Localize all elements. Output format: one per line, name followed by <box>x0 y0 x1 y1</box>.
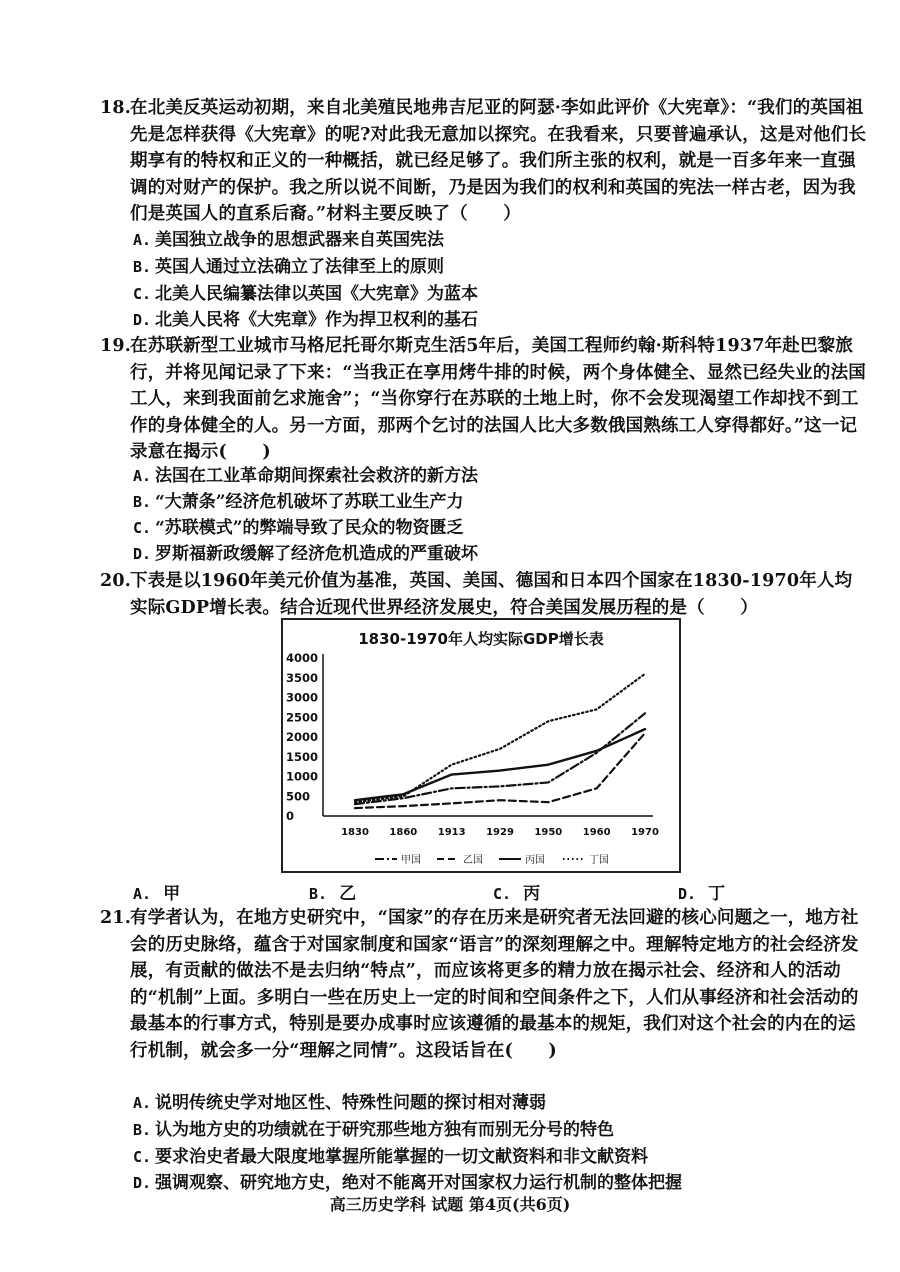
gdp-chart-frame <box>281 618 681 873</box>
question-20-text: 下表是以1960年美元价值为基准，英国、美国、德国和日本四个国家在1830-1970年人均实际GDP增长表。结合近现代世界经济发展史，符合美国发展历程的是（ ） <box>130 571 853 618</box>
question-19-option-c[interactable]: C. “苏联模式”的弊端导致了民众的物资匮乏 <box>133 518 464 538</box>
question-20-option-d[interactable]: D. 丁 <box>678 884 726 904</box>
question-18-option-d[interactable]: D. 北美人民将《大宪章》作为捍卫权利的基石 <box>133 310 478 330</box>
x-tick-label: 1830 <box>341 827 369 838</box>
question-19-option-d[interactable]: D. 罗斯福新政缓解了经济危机造成的严重破坏 <box>133 544 478 564</box>
question-18-text: 在北美反英运动初期，来自北美殖民地弗吉尼亚的阿瑟·李如此评价《大宪章》：“我们的英国祖先是怎样获得《大宪章》的呢?对此我无意加以探究。在我看来，只要普遍承认，这是对他们长期享有的特权和正义的一种概括，就已经足够了。我们所主张的权利，就是一百多年来一直强调的对财产的保护。我之所以说不间断，乃是因为我们的权利和英国的宪法一样古老，因为我们是英国人的直系后裔。”材料主要反映了（ ） <box>130 98 867 224</box>
page-footer: 高三历史学科 试题 第4页(共6页) <box>329 1195 571 1214</box>
x-tick-label: 1970 <box>631 827 659 838</box>
question-20-option-c[interactable]: C. 丙 <box>493 884 541 904</box>
question-20-option-a[interactable]: A. 甲 <box>133 884 181 904</box>
y-tick-label: 4000 <box>286 651 319 665</box>
x-tick-label: 1960 <box>582 827 611 838</box>
question-19-stem <box>100 333 870 466</box>
y-tick-label: 3000 <box>286 690 319 705</box>
question-21-option-c[interactable]: C. 要求治史者最大限度地掌握所能掌握的一切文献资料和非文献资料 <box>133 1147 648 1167</box>
y-tick-label: 500 <box>286 789 311 804</box>
question-20-number: 20. <box>100 571 132 591</box>
y-tick-label: 1000 <box>286 769 319 784</box>
question-18-number: 18. <box>100 98 132 118</box>
question-21-option-a[interactable]: A. 说明传统史学对地区性、特殊性问题的探讨相对薄弱 <box>133 1093 546 1113</box>
gdp-line-chart <box>283 620 679 871</box>
y-tick-label: 0 <box>286 809 295 823</box>
y-tick-label: 1500 <box>286 749 319 764</box>
y-tick-label: 2500 <box>286 710 319 725</box>
question-19-number: 19. <box>100 336 132 356</box>
question-19-option-a[interactable]: A. 法国在工业革命期间探索社会救济的新方法 <box>133 466 478 486</box>
series-line-丙国 <box>355 729 645 800</box>
legend-label: 甲国 <box>401 855 421 866</box>
legend-label: 丁国 <box>589 855 609 866</box>
question-20-stem <box>100 568 870 621</box>
question-19-option-b[interactable]: B. “大萧条”经济危机破坏了苏联工业生产力 <box>133 492 464 512</box>
chart-title: 1830-1970年人均实际GDP增长表 <box>358 630 604 648</box>
question-18-option-b[interactable]: B. 英国人通过立法确立了法律至上的原则 <box>133 257 444 277</box>
question-18-stem <box>100 95 870 228</box>
legend-label: 丙国 <box>525 855 545 866</box>
series-line-丁国 <box>355 674 645 802</box>
legend-label: 乙国 <box>463 855 483 866</box>
x-tick-label: 1913 <box>437 827 466 838</box>
x-tick-label: 1929 <box>486 827 514 838</box>
question-21-text: 有学者认为，在地方史研究中，“国家”的存在历来是研究者无法回避的核心问题之一，地方社会的历史脉络，蕴含于对国家制度和国家“语言”的深刻理解之中。理解特定地方的社会经济发展，有贡献的做法不是去归纳“特点”，而应该将更多的精力放在揭示社会、经济和人的活动的“机制”上面。多明白一些在历史上一定的时间和空间条件之下，人们从事经济和社会活动的最基本的行事方式，特别是要办成事时应该遵循的最基本的规矩，我们对这个社会的内在的运行机制，就会多一分“理解之同情”。这段话旨在( ) <box>130 908 859 1061</box>
x-tick-label: 1950 <box>534 827 563 838</box>
question-21-option-b[interactable]: B. 认为地方史的功绩就在于研究那些地方独有而别无分号的特色 <box>133 1120 614 1140</box>
y-tick-label: 3500 <box>286 670 319 685</box>
question-21-option-d[interactable]: D. 强调观察、研究地方史，绝对不能离开对国家权力运行机制的整体把握 <box>133 1173 682 1193</box>
question-20-option-b[interactable]: B. 乙 <box>309 884 357 904</box>
y-tick-label: 2000 <box>286 730 319 744</box>
question-18-option-a[interactable]: A. 美国独立战争的思想武器来自英国宪法 <box>133 230 444 250</box>
x-tick-label: 1860 <box>389 827 418 838</box>
question-21-stem <box>100 905 870 1064</box>
question-19-text: 在苏联新型工业城市马格尼托哥尔斯克生活5年后，美国工程师约翰·斯科特1937年赴巴黎旅行，并将见闻记录了下来：“当我正在享用烤牛排的时候，两个身体健全、显然已经失业的法国工人，来到我面前乞求施舍”；“当你穿行在苏联的土地上时，你不会发现渴望工作却找不到工作的身体健全的人。另一方面，那两个乞讨的法国人比大多数俄国熟练工人穿得都好。”这一记录意在揭示( ) <box>130 336 866 462</box>
question-20-options <box>133 879 773 905</box>
question-21-number: 21. <box>100 908 132 928</box>
series-line-甲国 <box>355 713 645 804</box>
question-18-option-c[interactable]: C. 北美人民编纂法律以英国《大宪章》为蓝本 <box>133 284 478 304</box>
